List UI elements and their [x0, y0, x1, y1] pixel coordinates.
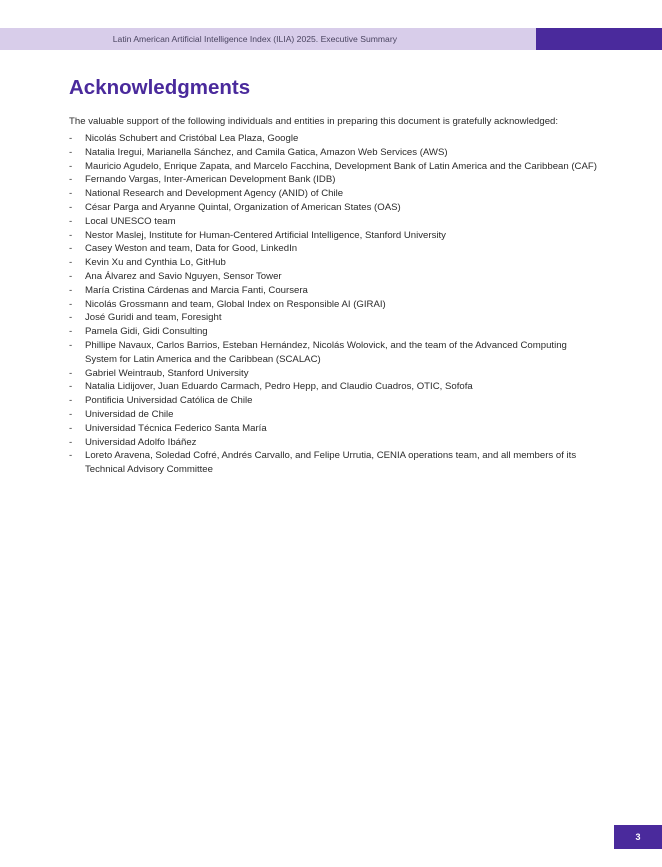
bullet-dash: - — [69, 270, 73, 282]
list-item-text: José Guridi and team, Foresight — [85, 312, 222, 324]
list-item — [69, 436, 599, 450]
bullet-dash: - — [69, 146, 73, 158]
list-item — [69, 270, 599, 284]
list-item — [69, 229, 599, 243]
list-item — [69, 256, 599, 270]
list-item-text: Universidad de Chile — [85, 408, 174, 420]
list-item-text: Ana Álvarez and Savio Nguyen, Sensor Tower — [85, 270, 282, 282]
list-item-text: National Research and Development Agency (ANID) of Chile — [85, 188, 344, 200]
bullet-dash: - — [69, 257, 73, 269]
list-item — [69, 311, 599, 325]
list-item-text: Natalia Iregui, Marianella Sánchez, and Camila Gatica, Amazon Web Services (AWS) — [85, 146, 448, 158]
bullet-dash: - — [69, 395, 73, 407]
list-item — [69, 422, 599, 436]
list-item — [69, 449, 599, 477]
bullet-dash: - — [69, 229, 73, 241]
list-item — [69, 132, 599, 146]
list-item-text: Kevin Xu and Cynthia Lo, GitHub — [85, 257, 226, 269]
list-item — [69, 201, 599, 215]
list-item-text: Pamela Gidi, Gidi Consulting — [85, 326, 208, 338]
acknowledgments-list — [69, 132, 599, 477]
bullet-dash: - — [69, 381, 73, 393]
list-item-text: Casey Weston and team, Data for Good, LinkedIn — [85, 243, 298, 255]
page-title: Acknowledgments — [69, 76, 251, 99]
bullet-dash: - — [69, 215, 73, 227]
bullet-dash: - — [69, 284, 73, 296]
bullet-dash: - — [69, 160, 73, 172]
list-item — [69, 298, 599, 312]
list-item — [69, 173, 599, 187]
header-band-light — [0, 28, 536, 50]
list-item-text: Nicolás Schubert and Cristóbal Lea Plaza, Google — [85, 133, 299, 144]
list-item — [69, 325, 599, 339]
list-item-text: Loreto Aravena, Soledad Cofré, Andrés Carvallo, and Felipe Urrutia, CENIA operations team, and all members of its Technical Advisory Committee — [85, 450, 577, 476]
bullet-dash: - — [69, 422, 73, 434]
header-band-accent — [536, 28, 662, 50]
bullet-dash: - — [69, 201, 73, 213]
list-item — [69, 339, 599, 367]
bullet-dash: - — [69, 367, 73, 379]
bullet-dash: - — [69, 188, 73, 200]
list-item-text: María Cristina Cárdenas and Marcia Fanti, Coursera — [85, 284, 308, 296]
page-number: 3 — [614, 825, 662, 849]
bullet-dash: - — [69, 339, 73, 351]
list-item — [69, 187, 599, 201]
running-title: Latin American Artificial Intelligence Index (ILIA) 2025. Executive Summary — [112, 34, 397, 44]
bullet-dash: - — [69, 243, 73, 255]
intro-paragraph: The valuable support of the following individuals and entities in preparing this document is gratefully acknowledged: — [69, 116, 559, 127]
bullet-dash: - — [69, 133, 73, 144]
bullet-dash: - — [69, 312, 73, 324]
list-item-text: Local UNESCO team — [85, 215, 176, 227]
list-item-text: Pontificia Universidad Católica de Chile — [85, 395, 253, 407]
list-item — [69, 408, 599, 422]
bullet-dash: - — [69, 408, 73, 420]
list-item — [69, 394, 599, 408]
list-item-text: Mauricio Agudelo, Enrique Zapata, and Marcelo Facchina, Development Bank of Latin America and the Caribbean (CAF) — [85, 160, 597, 172]
list-item — [69, 160, 599, 174]
list-item-text: César Parga and Aryanne Quintal, Organization of American States (OAS) — [85, 201, 401, 213]
list-item-text: Nicolás Grossmann and team, Global Index on Responsible AI (GIRAI) — [85, 298, 386, 310]
list-item-text: Natalia Lidijover, Juan Eduardo Carmach, Pedro Hepp, and Claudio Cuadros, OTIC, Sofofa — [85, 381, 473, 393]
list-item-text: Universidad Adolfo Ibáñez — [85, 436, 197, 448]
bullet-dash: - — [69, 450, 73, 462]
list-item — [69, 146, 599, 160]
list-item — [69, 380, 599, 394]
list-item-text: Phillipe Navaux, Carlos Barrios, Esteban Hernández, Nicolás Wolovick, and the team of the Advanced Computing System for Latin America and the Caribbean (SCALAC) — [85, 339, 567, 365]
page-header — [0, 28, 662, 50]
list-item — [69, 284, 599, 298]
bullet-dash: - — [69, 298, 73, 310]
list-item — [69, 242, 599, 256]
list-item-text: Universidad Técnica Federico Santa María — [85, 422, 267, 434]
list-item-text: Fernando Vargas, Inter-American Development Bank (IDB) — [85, 174, 336, 186]
list-item-text: Nestor Maslej, Institute for Human-Centered Artificial Intelligence, Stanford University — [85, 229, 446, 241]
list-item — [69, 367, 599, 381]
bullet-dash: - — [69, 326, 73, 338]
list-item-text: Gabriel Weintraub, Stanford University — [85, 367, 249, 379]
list-item — [69, 215, 599, 229]
bullet-dash: - — [69, 174, 73, 186]
bullet-dash: - — [69, 436, 73, 448]
